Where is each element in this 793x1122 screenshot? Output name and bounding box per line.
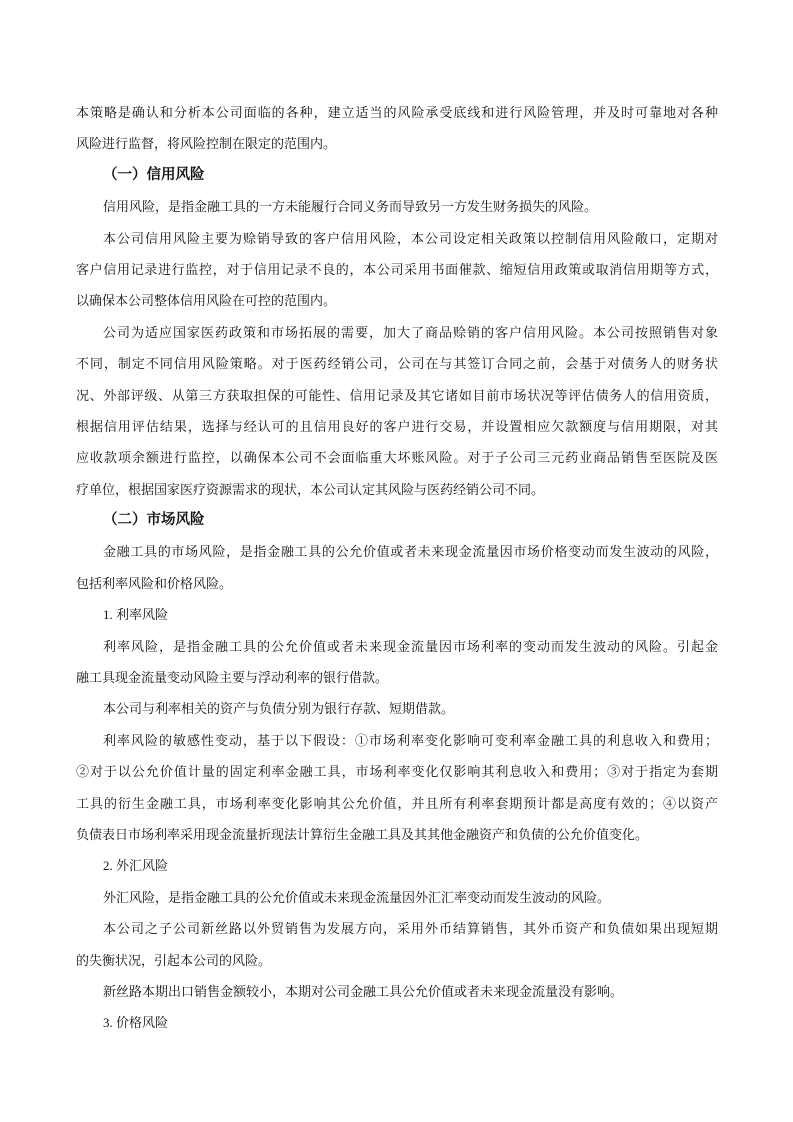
text-line: 金融工具的市场风险，是指金融工具的公允价值或者未来现金流量因市场价格变动而发生波动的风险，: [103, 544, 718, 560]
text-line: 3. 价格风险: [103, 1015, 169, 1031]
paragraph: [76, 976, 718, 1007]
text-line: 本公司之子公司新丝路以外贸销售为发展方向，采用外币结算销售，其外币资产和负债如果出现短期: [103, 921, 718, 937]
text-line: 本公司与利率相关的资产与负债分别为银行存款、短期借款。: [103, 701, 455, 717]
text-line: 以确保本公司整体信用风险在可控的范围内。: [76, 293, 337, 309]
section-heading: [76, 505, 718, 536]
subsection-heading: [76, 850, 718, 881]
paragraph: [76, 725, 718, 851]
text-line: 的失衡状况，引起本公司的风险。: [76, 952, 272, 968]
text-line: 2. 外汇风险: [103, 858, 169, 874]
text-line: （一）信用风险: [103, 166, 205, 183]
text-line: ②对于以公允价值计量的固定利率金融工具，市场利率变化仅影响其利息收入和费用；③对于指定为套期: [76, 764, 718, 780]
text-line: 根据信用评估结果，选择与经认可的且信用良好的客户进行交易，并设置相应欠款额度与信用期限，对其: [76, 418, 718, 434]
text-line: 风险进行监督，将风险控制在限定的范围内。: [76, 136, 337, 152]
text-line: 公司为适应国家医药政策和市场拓展的需要，加大了商品赊销的客户信用风险。本公司按照销售对象: [103, 324, 718, 340]
text-line: 本策略是确认和分析本公司面临的各种，建立适当的风险承受底线和进行风险管理，并及时可靠地对各种: [76, 105, 718, 120]
text-line: 信用风险，是指金融工具的一方未能履行合同义务而导致另一方发生财务损失的风险。: [103, 199, 598, 215]
document-content: [76, 97, 718, 1039]
text-line: 新丝路本期出口销售金额较小，本期对公司金融工具公允价值或者未来现金流量没有影响。: [103, 983, 624, 999]
subsection-heading: [76, 599, 718, 630]
text-line: 1. 利率风险: [103, 607, 169, 623]
text-line: 利率风险，是指金融工具的公允价值或者未来现金流量因市场利率的变动而发生波动的风险。引起金: [103, 638, 718, 654]
text-line: 包括利率风险和价格风险。: [76, 575, 233, 591]
paragraph: [76, 191, 718, 222]
text-line: 本公司信用风险主要为赊销导致的客户信用风险，本公司设定相关政策以控制信用风险敞口，定期对: [103, 230, 718, 246]
text-line: 负债表日市场利率采用现金流量折现法计算衍生金融工具及其其他金融资产和负债的公允价值变化。: [76, 826, 649, 842]
text-line: 应收款项余额进行监控，以确保本公司不会面临重大坏账风险。对于子公司三元药业商品销售至医院及医: [76, 450, 718, 466]
text-line: 工具的衍生金融工具，市场利率变化影响其公允价值，并且所有利率套期预计都是高度有效的；④以资产: [76, 795, 718, 811]
paragraph: [76, 693, 718, 724]
paragraph: [76, 631, 718, 694]
text-line: 客户信用记录进行监控，对于信用记录不良的，本公司采用书面催款、缩短信用政策或取消信用期等方式，: [76, 261, 718, 277]
text-line: 不同，制定不同信用风险策略。对于医药经销公司，公司在与其签订合同之前，会基于对债务人的财务状: [76, 356, 718, 372]
text-line: 况、外部评级、从第三方获取担保的可能性、信用记录及其它诸如目前市场状况等评估债务人的信用资质，: [76, 387, 718, 403]
text-line: 疗单位，根据国家医疗资源需求的现状，本公司认定其风险与医药经销公司不同。: [76, 481, 545, 497]
paragraph: [76, 536, 718, 599]
paragraph: [76, 223, 718, 317]
paragraph: [76, 97, 718, 160]
text-line: （二）市场风险: [103, 512, 205, 529]
text-line: 融工具现金流量变动风险主要与浮动利率的银行借款。: [76, 670, 389, 686]
section-heading: [76, 160, 718, 191]
subsection-heading: [76, 1007, 718, 1038]
text-line: 外汇风险，是指金融工具的公允价值或未来现金流量因外汇汇率变动而发生波动的风险。: [103, 889, 611, 905]
paragraph: [76, 882, 718, 913]
text-line: 利率风险的敏感性变动，基于以下假设：①市场利率变化影响可变利率金融工具的利息收入和费用；: [103, 732, 718, 748]
paragraph: [76, 317, 718, 505]
paragraph: [76, 913, 718, 976]
